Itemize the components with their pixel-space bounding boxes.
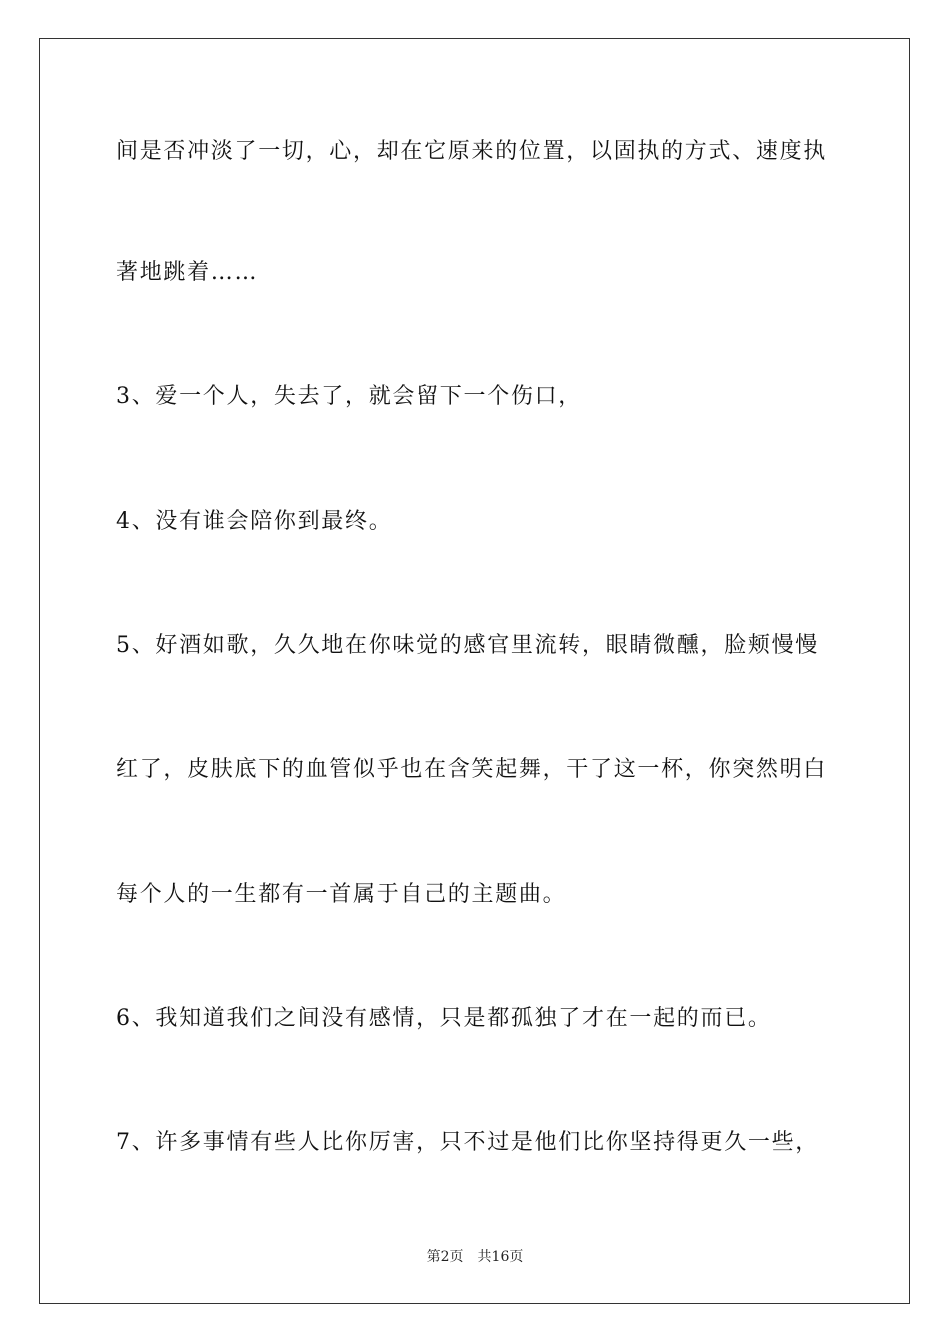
text-line: 每个人的一生都有一首属于自己的主题曲。 [116,882,567,907]
text-line: 5、好酒如歌，久久地在你味觉的感官里流转，眼睛微醺，脸颊慢慢 [116,633,819,658]
text-line: 6、我知道我们之间没有感情，只是都孤独了才在一起的而已。 [116,1006,772,1031]
page-border [39,38,910,1304]
page-total: 共16页 [477,1249,524,1265]
text-line: 著地跳着…… [116,260,259,285]
text-line: 7、许多事情有些人比你厉害，只不过是他们比你坚持得更久一些， [116,1130,819,1155]
page-number: 第2页 [426,1249,464,1265]
page-footer [0,1248,950,1266]
text-line: 4、没有谁会陪你到最终。 [116,509,393,534]
text-line: 3、爱一个人，失去了，就会留下一个伤口， [116,384,582,409]
text-line: 间是否冲淡了一切，心，却在它原来的位置，以固执的方式、速度执 [116,139,828,164]
text-line: 红了，皮肤底下的血管似乎也在含笑起舞，干了这一杯，你突然明白 [116,757,828,782]
